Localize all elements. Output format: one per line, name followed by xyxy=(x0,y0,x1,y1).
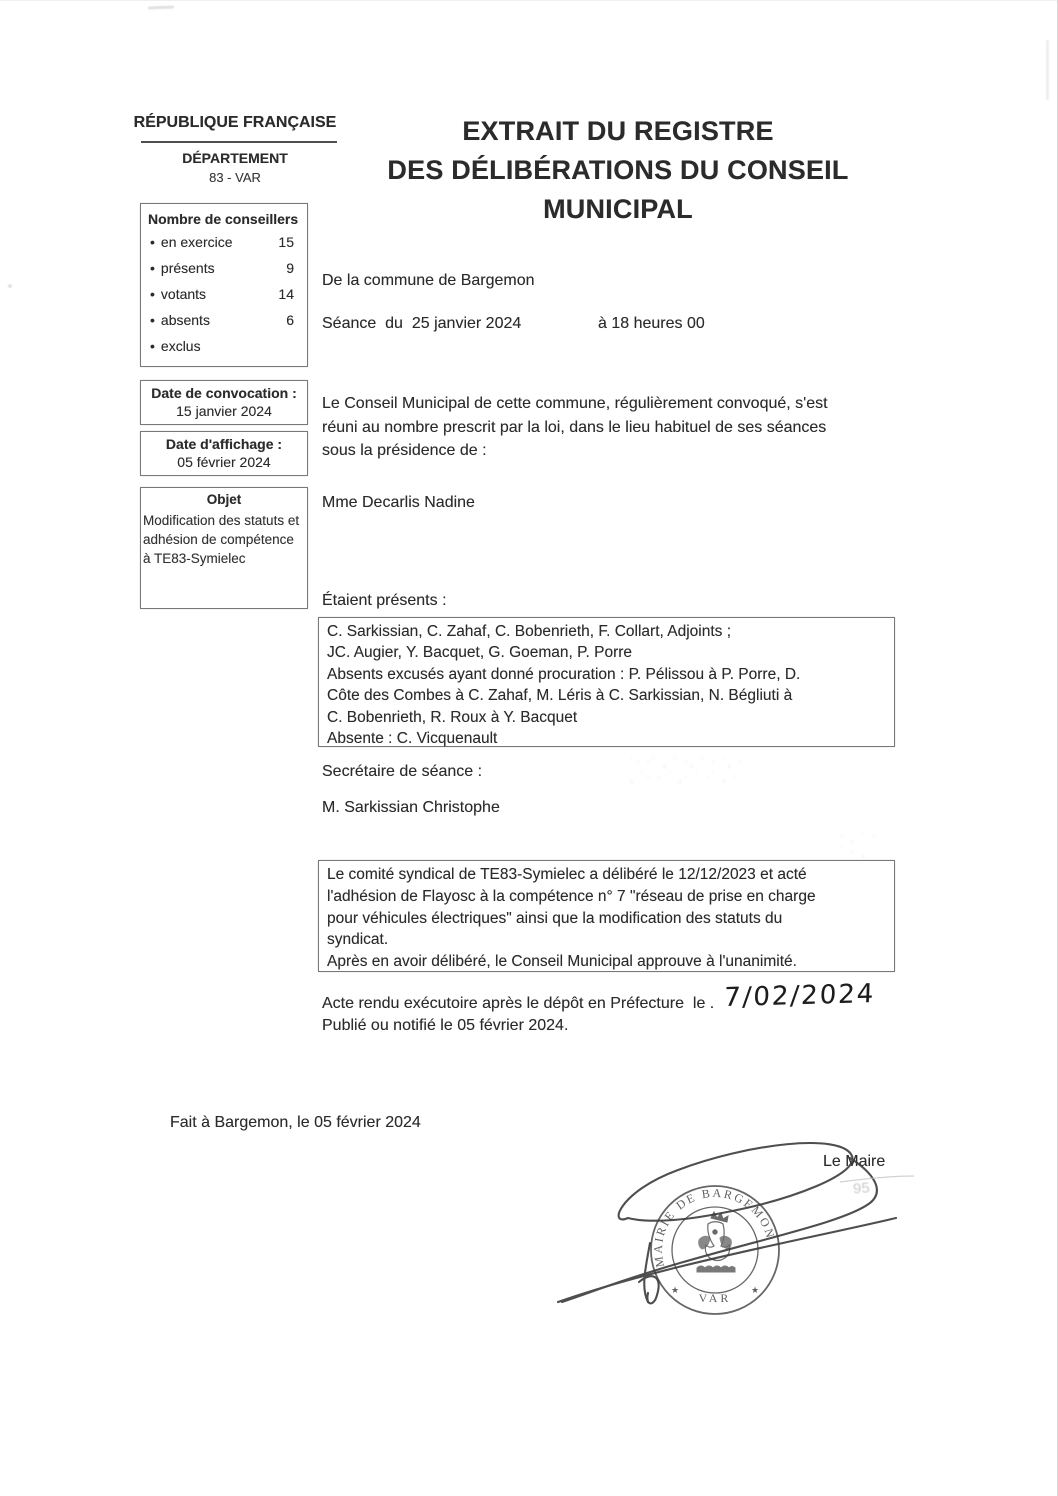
row-label: présents xyxy=(160,260,215,276)
secretaire-name: M. Sarkissian Christophe xyxy=(322,799,500,816)
convocation-date: 15 janvier 2024 xyxy=(176,403,272,419)
row-label: absents xyxy=(160,312,210,328)
objet-line: Modification des statuts et xyxy=(143,513,300,528)
affichage-label: Date d'affichage : xyxy=(165,436,283,452)
stamp-var-text: VAR xyxy=(698,1291,732,1305)
presents-line: Côte des Combes à C. Zahaf, M. Léris à C. Sarkissian, N. Bégliuti à xyxy=(327,687,793,705)
masthead-divider xyxy=(141,141,337,143)
signature-icon xyxy=(540,1130,920,1315)
scan-speck xyxy=(8,284,12,288)
departement-label: DÉPARTEMENT xyxy=(182,150,288,166)
departement-block xyxy=(128,150,342,185)
objet-line: adhésion de compétence xyxy=(143,532,294,547)
conseillers-box xyxy=(140,203,308,367)
affichage-date: 05 février 2024 xyxy=(177,454,271,470)
conseillers-title: Nombre de conseillers xyxy=(148,211,299,227)
paragraph-line: réuni au nombre prescrit par la loi, dans le lieu habituel de ses séances xyxy=(322,418,827,436)
bullet-icon: • xyxy=(150,312,155,328)
deliberation-line: Après en avoir délibéré, le Conseil Municipal approuve à l'unanimité. xyxy=(327,953,797,971)
stamp-star-icon: ★ xyxy=(751,1285,760,1295)
stamp-star-icon: ★ xyxy=(671,1285,680,1295)
row-label: exclus xyxy=(160,338,201,354)
convocation-label: Date de convocation : xyxy=(151,385,297,401)
title-line-2: DES DÉLIBÉRATIONS DU CONSEIL xyxy=(387,155,849,185)
scan-speck xyxy=(148,6,174,10)
paragraph-line: Le Conseil Municipal de cette commune, régulièrement convoqué, s'est xyxy=(322,395,828,412)
fait-line: Fait à Bargemon, le 05 février 2024 xyxy=(170,1114,421,1131)
republique-heading: RÉPUBLIQUE FRANÇAISE xyxy=(133,114,337,131)
title-line-3: MUNICIPAL xyxy=(543,194,693,224)
publie-line: Publié ou notifié le 05 février 2024. xyxy=(322,1017,569,1034)
row-value: 9 xyxy=(286,260,294,276)
signataire-title: Le Maire xyxy=(823,1153,886,1170)
deliberation-line: syndicat. xyxy=(327,931,389,949)
objet-label: Objet xyxy=(206,492,242,507)
affichage-box xyxy=(140,431,308,476)
row-label: en exercice xyxy=(160,234,233,250)
presents-box xyxy=(318,617,895,747)
presents-line: JC. Augier, Y. Bacquet, G. Goeman, P. Porre xyxy=(327,644,633,662)
departement-value: 83 - VAR xyxy=(209,170,261,185)
presents-line: Absente : C. Vicquenault xyxy=(327,730,498,748)
conseillers-row-absents xyxy=(141,307,307,333)
title-line-1: EXTRAIT DU REGISTRE xyxy=(462,116,774,146)
conseillers-row-exclus xyxy=(141,333,307,359)
paragraph-line: sous la présidence de : xyxy=(322,442,487,459)
bullet-icon: • xyxy=(150,234,155,250)
presents-heading: Étaient présents : xyxy=(322,592,447,609)
document-title xyxy=(318,112,918,229)
deliberation-line: l'adhésion de Flayosc à la compétence n° 7 "réseau de prise en charge xyxy=(327,887,816,905)
row-value: 6 xyxy=(286,312,294,328)
presents-line: Absents excusés ayant donné procuration : P. Pélissou à P. Porre, D. xyxy=(327,665,801,683)
scan-bleed-through: ˙· ·˙ ¸ ˙ ·¸ ˙ · ˙¸ · ¸ ˙· · ˙ ¸· ˙ ·˙ ¸ · xyxy=(630,756,745,783)
conseillers-row-en-exercice xyxy=(141,229,307,255)
convocation-paragraph xyxy=(322,392,897,463)
deliberation-line: Le comité syndical de TE83-Symielec a délibéré le 12/12/2023 et acté xyxy=(327,866,807,883)
stamp-ring-text: MAIRIE DE BARGEMON xyxy=(650,1185,778,1269)
commune-line: De la commune de Bargemon xyxy=(322,272,535,289)
seance-heure: à 18 heures 00 xyxy=(598,315,705,332)
bullet-icon: • xyxy=(150,286,155,302)
objet-line: à TE83-Symielec xyxy=(143,551,246,566)
scan-artifact-text: 95 xyxy=(852,1179,871,1198)
row-value: 15 xyxy=(278,234,294,250)
presidente-name: Mme Decarlis Nadine xyxy=(322,494,475,511)
seance-date-line: Séance du 25 janvier 2024 xyxy=(322,315,522,332)
conseillers-row-presents xyxy=(141,255,307,281)
row-label: votants xyxy=(160,286,207,302)
scan-bleed-through: · ¸ ˙ · ˙ · ¸ xyxy=(840,831,878,858)
acte-text: Acte rendu exécutoire après le dépôt en Préfecture le . xyxy=(322,995,715,1012)
deliberation-line: pour véhicules électriques" ainsi que la modification des statuts du xyxy=(327,909,783,927)
presents-line: C. Bobenrieth, R. Roux à Y. Bacquet xyxy=(327,708,578,726)
acte-executoire-line xyxy=(322,978,877,1015)
bullet-icon: • xyxy=(150,260,155,276)
bullet-icon: • xyxy=(150,338,155,354)
scan-speck xyxy=(1046,40,1049,100)
objet-box xyxy=(140,487,308,609)
objet-text xyxy=(141,507,307,568)
row-value: 14 xyxy=(278,286,294,302)
convocation-box xyxy=(140,380,308,425)
presents-line: C. Sarkissian, C. Zahaf, C. Bobenrieth, F. Collart, Adjoints ; xyxy=(327,623,732,640)
handwritten-date: 7/02/2024 xyxy=(723,978,877,1014)
deliberation-box xyxy=(318,860,895,972)
secretaire-label: Secrétaire de séance : xyxy=(322,763,483,780)
conseillers-row-votants xyxy=(141,281,307,307)
mayor-signature xyxy=(540,1130,920,1315)
